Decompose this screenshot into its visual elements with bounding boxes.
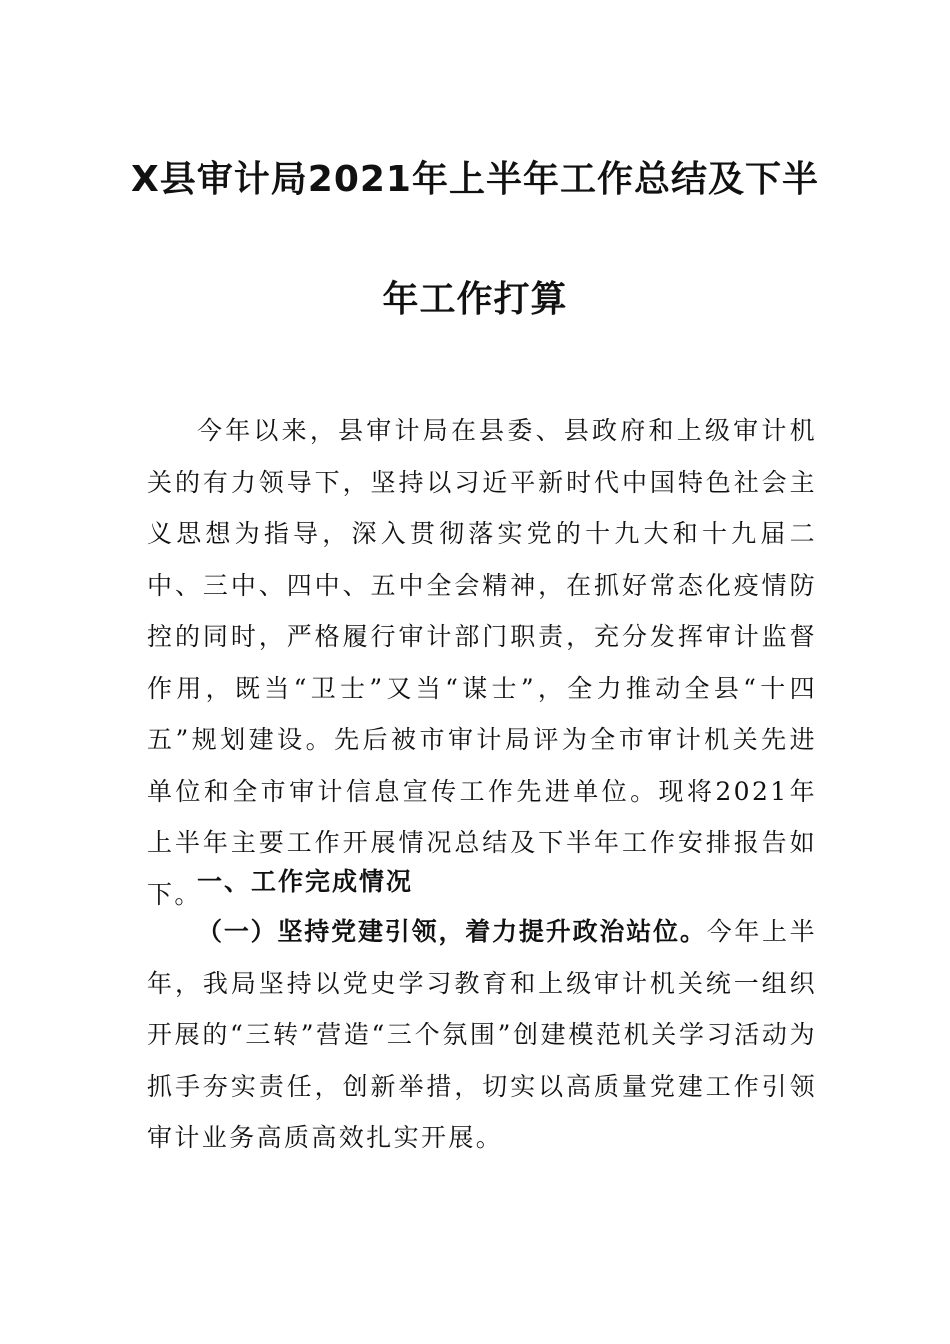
- subsection-text-party-building: 今年上半年，我局坚持以党史学习教育和上级审计机关统一组织开展的“三转”营造“三个氛围”创建模范机关学习活动为抓手夯实责任，创新举措，切实以高质量党建工作引领审计业务高质高效扎实开展。: [147, 917, 817, 1152]
- document-title-line-2: 年工作打算: [382, 279, 568, 320]
- subsection-heading-party-building: （一）坚持党建引领，着力提升政治站位。: [197, 917, 707, 946]
- subsection-paragraph-party-building: [147, 906, 817, 1164]
- section-heading-work-completion: 一、工作完成情况: [197, 867, 414, 896]
- intro-paragraph: 今年以来，县审计局在县委、县政府和上级审计机关的有力领导下，坚持以习近平新时代中国特色社会主义思想为指导，深入贯彻落实党的十九大和十九届二中、三中、四中、五中全会精神，在抓好常态化疫情防控的同时，严格履行审计部门职责，充分发挥审计监督作用，既当“卫士”又当“谋士”，全力推动全县“十四五”规划建设。先后被市审计局评为全市审计机关先进单位和全市审计信息宣传工作先进单位。现将2021年上半年主要工作开展情况总结及下半年工作安排报告如下。: [147, 416, 817, 909]
- document-title-line-1: X县审计局2021年上半年工作总结及下半: [131, 159, 819, 200]
